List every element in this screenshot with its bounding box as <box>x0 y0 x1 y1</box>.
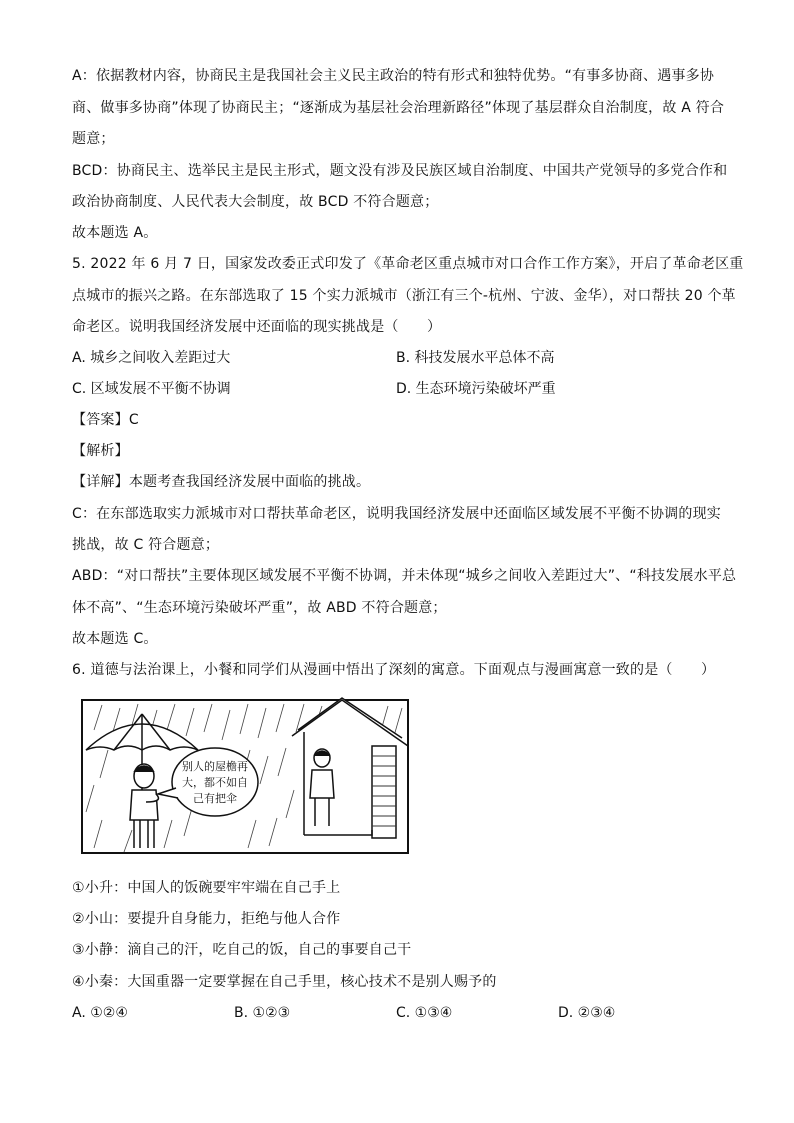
q4-analysis-a-line1: A：依据教材内容，协商民主是我国社会主义民主政治的特有形式和独特优势。“有事多协商、遇事多协 <box>72 68 715 84</box>
detail-text: 本题考查我国经济发展中面临的挑战。 <box>128 474 371 490</box>
answer-value: C <box>128 412 139 428</box>
q5-option-b: B. 科技发展水平总体不高 <box>396 350 555 366</box>
q4-analysis-a-line2: 商、做事多协商”体现了协商民主；“逐渐成为基层社会治理新路径”体现了基层群众自治制度，故 A 符合 <box>72 100 725 116</box>
q5-stem-line2: 点城市的振兴之路。在东部选取了 15 个实力派城市（浙江有三个-杭州、宁波、金华），对口帮扶 20 个革 <box>72 288 736 304</box>
q6-statement-1: ①小升：中国人的饭碗要牢牢端在自己手上 <box>72 880 341 896</box>
q5-analysis-c-line1: C：在东部选取实力派城市对口帮扶革命老区，说明我国经济发展中还面临区域发展不平衡不协调的现实 <box>72 506 721 522</box>
bubble-line2: 大，都不如自 <box>182 776 248 789</box>
q6-option-c: C. ①③④ <box>396 1005 453 1021</box>
q5-analysis-abd-line1: ABD：“对口帮扶”主要体现区域发展不平衡不协调，并未体现“城乡之间收入差距过大”、“科技发展水平总 <box>72 568 737 584</box>
answer-tag: 【答案】 <box>72 412 129 428</box>
q4-analysis-b-line2: 政治协商制度、人民代表大会制度，故 BCD 不符合题意； <box>72 194 439 210</box>
q5-stem-line1: 5. 2022 年 6 月 7 日，国家发改委正式印发了《革命老区重点城市对口合作工作方案》，开启了革命老区重 <box>72 256 744 272</box>
q4-analysis-a-line3: 题意； <box>72 131 115 147</box>
q5-stem-line3: 命老区。说明我国经济发展中还面临的现实挑战是（ ） <box>72 319 442 335</box>
q5-option-c: C. 区域发展不平衡不协调 <box>72 381 231 397</box>
bubble-line3: 己有把伞 <box>193 792 237 805</box>
q6-statement-3: ③小静：滴自己的汗，吃自己的饭，自己的事要自己干 <box>72 942 412 958</box>
bubble-line1: 别人的屋檐再 <box>182 760 248 773</box>
q4-analysis-b-line1: BCD：协商民主、选举民主是民主形式，题文没有涉及民族区域自治制度、中国共产党领导的多党合作和 <box>72 163 728 179</box>
q5-answer-row <box>72 410 139 430</box>
q6-stem: 6. 道德与法治课上，小餐和同学们从漫画中悟出了深刻的寓意。下面观点与漫画寓意一致的是（ ） <box>72 662 716 678</box>
q5-analysis-abd-line2: 体不高”、“生态环境污染破坏严重”，故 ABD 不符合题意； <box>72 600 447 616</box>
q6-option-d: D. ②③④ <box>558 1005 616 1021</box>
q5-option-a: A. 城乡之间收入差距过大 <box>72 350 231 366</box>
q5-analysis-tag: 【解析】 <box>72 443 129 459</box>
q5-conclusion: 故本题选 C。 <box>72 631 158 647</box>
q5-option-d: D. 生态环境污染破坏严重 <box>396 381 556 397</box>
cartoon-illustration <box>72 690 412 865</box>
q5-detail-row <box>72 472 370 492</box>
q5-analysis-c-line2: 挑战，故 C 符合题意； <box>72 537 220 553</box>
q6-statement-2: ②小山：要提升自身能力，拒绝与他人合作 <box>72 911 341 927</box>
q6-option-b: B. ①②③ <box>234 1005 291 1021</box>
q6-option-a: A. ①②④ <box>72 1005 128 1021</box>
q4-conclusion: 故本题选 A。 <box>72 225 158 241</box>
detail-tag: 【详解】 <box>72 474 129 490</box>
q6-statement-4: ④小秦：大国重器一定要掌握在自己手里，核心技术不是别人赐予的 <box>72 974 497 990</box>
